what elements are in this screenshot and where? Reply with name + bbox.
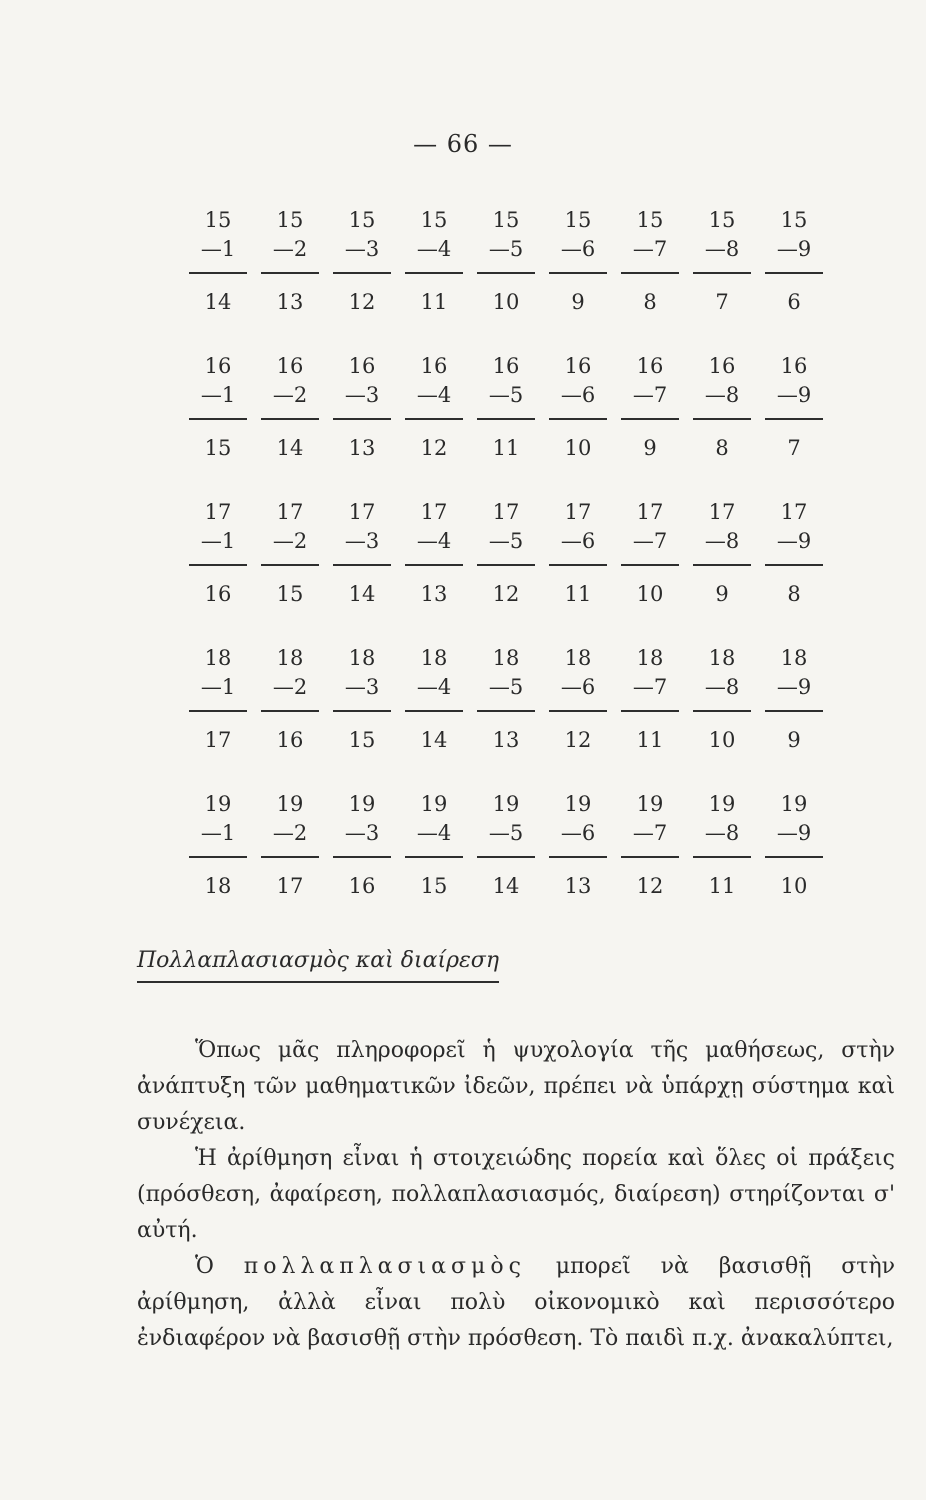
subtrahend-value: —2 [272, 821, 308, 845]
result-value: 8 [715, 436, 729, 460]
page-number: — 66 — [413, 130, 513, 158]
subtrahend-value: —6 [560, 383, 596, 407]
sum-line [621, 272, 679, 274]
body-text [137, 1033, 895, 1357]
subtrahend-value: —7 [632, 675, 668, 699]
minuend-value: 19 [780, 792, 808, 816]
result-value: 15 [348, 728, 376, 752]
result-value: 14 [420, 728, 448, 752]
subtrahend-value: —3 [344, 529, 380, 553]
minuend-value: 19 [564, 792, 592, 816]
minuend-value: 17 [636, 500, 664, 524]
result-value: 10 [492, 290, 520, 314]
subtraction-table [185, 208, 825, 938]
result-value: 15 [276, 582, 304, 606]
sum-line [261, 856, 319, 858]
minuend-value: 18 [492, 646, 520, 670]
sum-line [693, 856, 751, 858]
subtrahend-value: —1 [200, 675, 236, 699]
sum-line [261, 710, 319, 712]
minuend-row [185, 354, 825, 379]
result-value: 11 [564, 582, 592, 606]
result-value: 10 [564, 436, 592, 460]
minuend-value: 17 [780, 500, 808, 524]
sum-line [765, 710, 823, 712]
subtrahend-value: —9 [776, 237, 812, 261]
minuend-row [185, 646, 825, 671]
minuend-value: 19 [204, 792, 232, 816]
result-value: 16 [276, 728, 304, 752]
sum-line [189, 564, 247, 566]
sum-line [693, 564, 751, 566]
subtrahend-value: —8 [704, 529, 740, 553]
subtrahend-row [185, 383, 825, 408]
result-value: 7 [715, 290, 729, 314]
subtrahend-value: —8 [704, 821, 740, 845]
result-row [185, 728, 825, 753]
subtrahend-value: —1 [200, 821, 236, 845]
minuend-value: 16 [636, 354, 664, 378]
result-value: 15 [420, 874, 448, 898]
paragraph-3-start: Ὁ [195, 1254, 214, 1279]
subtrahend-value: —7 [632, 383, 668, 407]
result-value: 14 [492, 874, 520, 898]
result-value: 12 [564, 728, 592, 752]
minuend-value: 15 [780, 208, 808, 232]
result-value: 13 [492, 728, 520, 752]
subtrahend-value: —8 [704, 383, 740, 407]
minuend-value: 15 [564, 208, 592, 232]
sum-line [405, 418, 463, 420]
subtrahend-value: —6 [560, 821, 596, 845]
subtrahend-value: —5 [488, 675, 524, 699]
minuend-value: 18 [708, 646, 736, 670]
subtraction-block [185, 646, 825, 792]
subtrahend-row [185, 675, 825, 700]
subtrahend-value: —2 [272, 237, 308, 261]
result-value: 14 [348, 582, 376, 606]
sum-line [405, 856, 463, 858]
minuend-value: 15 [204, 208, 232, 232]
minuend-value: 15 [348, 208, 376, 232]
subtrahend-value: —6 [560, 237, 596, 261]
minuend-row [185, 208, 825, 233]
result-value: 11 [420, 290, 448, 314]
result-value: 9 [643, 436, 657, 460]
minuend-value: 17 [420, 500, 448, 524]
sum-line [477, 856, 535, 858]
result-value: 9 [787, 728, 801, 752]
section-heading-wrap [137, 948, 499, 983]
paragraph-3 [137, 1249, 895, 1357]
minuend-value: 19 [708, 792, 736, 816]
result-value: 8 [643, 290, 657, 314]
sum-line [477, 564, 535, 566]
rule-row [185, 272, 825, 274]
result-value: 10 [636, 582, 664, 606]
result-row [185, 436, 825, 461]
sum-line [621, 710, 679, 712]
minuend-value: 16 [708, 354, 736, 378]
result-value: 12 [636, 874, 664, 898]
subtrahend-value: —3 [344, 675, 380, 699]
rule-row [185, 856, 825, 858]
minuend-value: 18 [564, 646, 592, 670]
subtrahend-value: —7 [632, 821, 668, 845]
sum-line [189, 710, 247, 712]
paragraph-2: Ἡ ἀρίθμηση εἶναι ἡ στοιχειώδης πορεία καὶ ὅλες οἱ πράξεις (πρόσθεση, ἀφαίρεση, πολλαπλασιασμός, διαίρεση) στηρίζονται σ' αὐτή. [137, 1146, 895, 1243]
minuend-value: 19 [492, 792, 520, 816]
sum-line [765, 564, 823, 566]
minuend-value: 16 [276, 354, 304, 378]
result-value: 16 [348, 874, 376, 898]
subtrahend-row [185, 821, 825, 846]
subtrahend-value: —5 [488, 237, 524, 261]
minuend-value: 15 [420, 208, 448, 232]
sum-line [477, 710, 535, 712]
result-value: 12 [420, 436, 448, 460]
rule-row [185, 710, 825, 712]
result-value: 17 [204, 728, 232, 752]
subtrahend-row [185, 237, 825, 262]
subtrahend-value: —1 [200, 529, 236, 553]
result-value: 12 [492, 582, 520, 606]
minuend-value: 18 [276, 646, 304, 670]
minuend-value: 15 [636, 208, 664, 232]
minuend-value: 19 [636, 792, 664, 816]
result-value: 14 [276, 436, 304, 460]
section-heading: Πολλαπλασιασμὸς καὶ διαίρεση [137, 948, 499, 983]
subtrahend-value: —5 [488, 821, 524, 845]
subtrahend-value: —8 [704, 675, 740, 699]
minuend-value: 16 [204, 354, 232, 378]
result-value: 13 [348, 436, 376, 460]
result-value: 13 [276, 290, 304, 314]
subtrahend-value: —9 [776, 675, 812, 699]
sum-line [477, 272, 535, 274]
sum-line [333, 564, 391, 566]
subtrahend-value: —3 [344, 237, 380, 261]
subtrahend-value: —4 [416, 237, 452, 261]
subtrahend-value: —4 [416, 821, 452, 845]
result-value: 9 [715, 582, 729, 606]
subtrahend-value: —7 [632, 529, 668, 553]
result-value: 16 [204, 582, 232, 606]
result-row [185, 874, 825, 899]
sum-line [549, 564, 607, 566]
sum-line [693, 418, 751, 420]
minuend-value: 15 [708, 208, 736, 232]
sum-line [405, 710, 463, 712]
result-value: 11 [636, 728, 664, 752]
sum-line [693, 272, 751, 274]
result-value: 6 [787, 290, 801, 314]
minuend-value: 16 [780, 354, 808, 378]
subtraction-block [185, 500, 825, 646]
sum-line [765, 272, 823, 274]
subtrahend-value: —8 [704, 237, 740, 261]
minuend-value: 19 [276, 792, 304, 816]
sum-line [261, 272, 319, 274]
subtrahend-value: —4 [416, 675, 452, 699]
minuend-value: 18 [780, 646, 808, 670]
result-row [185, 290, 825, 315]
sum-line [333, 418, 391, 420]
minuend-value: 16 [564, 354, 592, 378]
sum-line [189, 418, 247, 420]
result-value: 17 [276, 874, 304, 898]
sum-line [549, 418, 607, 420]
minuend-value: 18 [636, 646, 664, 670]
minuend-value: 17 [348, 500, 376, 524]
sum-line [333, 710, 391, 712]
subtrahend-value: —9 [776, 529, 812, 553]
subtrahend-value: —3 [344, 383, 380, 407]
sum-line [549, 272, 607, 274]
result-value: 13 [420, 582, 448, 606]
subtrahend-value: —2 [272, 383, 308, 407]
result-value: 11 [708, 874, 736, 898]
result-value: 9 [571, 290, 585, 314]
sum-line [405, 564, 463, 566]
sum-line [189, 272, 247, 274]
minuend-value: 17 [564, 500, 592, 524]
sum-line [333, 272, 391, 274]
rule-row [185, 564, 825, 566]
sum-line [549, 710, 607, 712]
result-value: 10 [708, 728, 736, 752]
minuend-row [185, 792, 825, 817]
sum-line [261, 564, 319, 566]
result-value: 18 [204, 874, 232, 898]
subtraction-block [185, 792, 825, 938]
minuend-value: 19 [348, 792, 376, 816]
minuend-value: 17 [708, 500, 736, 524]
minuend-value: 16 [492, 354, 520, 378]
sum-line [621, 418, 679, 420]
subtrahend-row [185, 529, 825, 554]
sum-line [621, 856, 679, 858]
subtrahend-value: —1 [200, 237, 236, 261]
result-row [185, 582, 825, 607]
subtrahend-value: —1 [200, 383, 236, 407]
sum-line [621, 564, 679, 566]
sum-line [765, 418, 823, 420]
subtraction-block [185, 208, 825, 354]
minuend-value: 19 [420, 792, 448, 816]
result-value: 14 [204, 290, 232, 314]
result-value: 15 [204, 436, 232, 460]
rule-row [185, 418, 825, 420]
result-value: 8 [787, 582, 801, 606]
subtrahend-value: —6 [560, 675, 596, 699]
subtrahend-value: —3 [344, 821, 380, 845]
minuend-value: 18 [204, 646, 232, 670]
minuend-value: 17 [204, 500, 232, 524]
subtrahend-value: —9 [776, 821, 812, 845]
result-value: 13 [564, 874, 592, 898]
sum-line [405, 272, 463, 274]
result-value: 11 [492, 436, 520, 460]
minuend-value: 17 [276, 500, 304, 524]
sum-line [693, 710, 751, 712]
sum-line [549, 856, 607, 858]
minuend-value: 15 [492, 208, 520, 232]
subtrahend-value: —5 [488, 383, 524, 407]
minuend-value: 18 [348, 646, 376, 670]
paragraph-1: Ὅπως μᾶς πληροφορεῖ ἡ ψυχολογία τῆς μαθήσεως, στὴν ἀνάπτυξη τῶν μαθηματικῶν ἰδεῶν, πρέπει νὰ ὑπάρχῃ σύστημα καὶ συνέχεια. [137, 1038, 895, 1135]
sum-line [189, 856, 247, 858]
minuend-value: 17 [492, 500, 520, 524]
subtrahend-value: —5 [488, 529, 524, 553]
sum-line [765, 856, 823, 858]
subtrahend-value: —2 [272, 675, 308, 699]
subtrahend-value: —6 [560, 529, 596, 553]
minuend-value: 16 [420, 354, 448, 378]
subtrahend-value: —9 [776, 383, 812, 407]
subtrahend-value: —4 [416, 383, 452, 407]
result-value: 10 [780, 874, 808, 898]
minuend-value: 16 [348, 354, 376, 378]
minuend-row [185, 500, 825, 525]
minuend-value: 15 [276, 208, 304, 232]
paragraph-3-rest: μπορεῖ νὰ βασισθῇ στὴν ἀρίθμηση, ἀλλὰ εἶναι πολὺ οἰκονομικὸ καὶ περισσότερο ἐνδιαφέρον νὰ βασισθῇ στὴν πρόσθεση. Τὸ παιδὶ π.χ. ἀνακαλύπτει, [137, 1254, 896, 1351]
emphasized-term: πολλαπλασιασμὸς [243, 1254, 526, 1279]
subtrahend-value: —2 [272, 529, 308, 553]
subtrahend-value: —7 [632, 237, 668, 261]
sum-line [261, 418, 319, 420]
result-value: 7 [787, 436, 801, 460]
result-value: 12 [348, 290, 376, 314]
sum-line [333, 856, 391, 858]
sum-line [477, 418, 535, 420]
minuend-value: 18 [420, 646, 448, 670]
subtrahend-value: —4 [416, 529, 452, 553]
subtraction-block [185, 354, 825, 500]
